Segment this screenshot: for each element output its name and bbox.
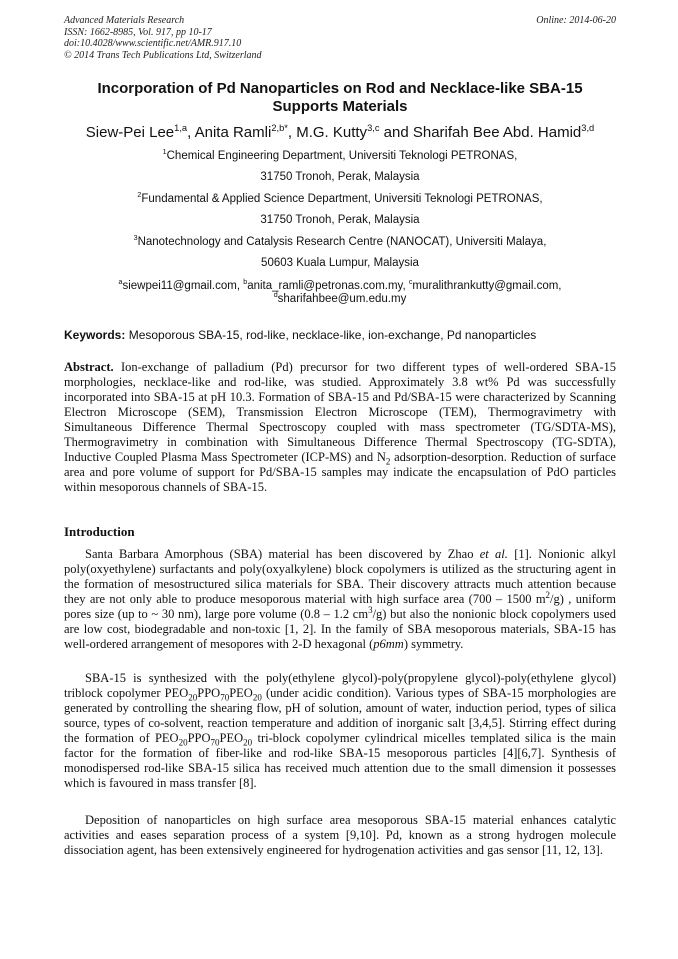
italic-text: et al. <box>479 547 508 561</box>
affiliation-line-2: 31750 Tronoh, Perak, Malaysia <box>260 171 420 183</box>
subscript: 20 <box>243 737 253 748</box>
affiliation-number: 2 <box>137 191 142 200</box>
author-superscript: 3,c <box>367 123 380 133</box>
superscript: 2 <box>545 589 551 600</box>
journal-header <box>64 15 616 61</box>
superscript: 3 <box>368 605 373 616</box>
subscript: 20 <box>188 692 198 703</box>
email-b: anita_ramli@petronas.com.my, <box>247 280 406 292</box>
author-name: Sharifah Bee Abd. Hamid <box>412 124 582 141</box>
author-emails <box>40 280 640 306</box>
author-name: Anita Ramli <box>194 124 272 141</box>
affiliation-3 <box>40 236 640 270</box>
paragraph-text: PEO <box>229 686 253 701</box>
paragraph-text: PEO <box>219 731 244 746</box>
title-line-2: Supports Materials <box>272 98 408 115</box>
author-separator: , <box>287 124 293 141</box>
journal-issn: ISSN: 1662-8985, Vol. 917, pp 10-17 <box>64 26 212 38</box>
email-marker: b <box>243 278 248 287</box>
paragraph-text: SBA-15 is synthesized with the poly(ethylene glycol)-poly(propylene glycol)-poly(ethylene glycol) triblock copolymer PEO <box>64 671 616 701</box>
abstract-label: Abstract. <box>64 360 114 374</box>
journal-copyright: © 2014 Trans Tech Publications Ltd, Switzerland <box>64 49 262 61</box>
affiliation-number: 1 <box>162 148 167 157</box>
author-separator: , <box>187 124 192 141</box>
affiliation-number: 3 <box>133 234 138 243</box>
subscript: 70 <box>220 692 230 703</box>
affiliation-2 <box>40 193 640 227</box>
subscript: 20 <box>178 737 188 748</box>
affiliation-line-2: 31750 Tronoh, Perak, Malaysia <box>260 214 420 226</box>
keywords-label: Keywords: <box>64 328 126 342</box>
abstract-text: adsorption-desorption. Reduction of surface area and pore volume of support for Pd/SBA-15 samples may indicate the encapsulation of PdO particles within mesoporous channels of SBA-15. <box>64 450 616 495</box>
journal-name: Advanced Materials Research <box>64 15 185 26</box>
paragraph-text: (under acidic condition). Various types of SBA-15 morphologies are generated by controlling the shearing flow, pH of solution, amount of water, induction period, types of silica source, types of co-solvent, reaction temperature and addition of inorganic salt [3,4,5]. Stirring effect during the formation of PEO <box>64 686 616 746</box>
keywords-text: Mesoporous SBA-15, rod-like, necklace-like, ion-exchange, Pd nanoparticles <box>128 328 537 342</box>
affiliation-line-2: 50603 Kuala Lumpur, Malaysia <box>261 257 419 269</box>
subscript: 2 <box>385 456 391 467</box>
email-c: muralithrankutty@gmail.com, <box>412 280 562 292</box>
paragraph-text: /g) but also the nonionic block copolymers used are low cost, biodegradable and non-toxic [1, 2]. In the family of SBA mesoporous materials, SBA-15 has well-ordered arrangement of mesopores with 2-D hexagonal ( <box>64 607 617 652</box>
author-name: M.G. Kutty <box>296 124 368 141</box>
email-d: sharifahbee@um.edu.my <box>277 293 407 305</box>
paragraph-text: tri-block copolymer cylindrical micelles templated silica is the main factor for the formation of fiber-like and rod-like SBA-15 mesoporous particles [4][6,7]. Synthesis of monodispersed rod-like SBA-15 silica has received much attention due to the small dimension it possesses which is favoured in mass transfer [8]. <box>64 731 616 791</box>
abstract <box>64 360 616 495</box>
author-superscript: 1,a <box>174 123 188 133</box>
paragraph-text: ) symmetry. <box>403 637 464 652</box>
author-list <box>40 124 640 142</box>
online-date: Online: 2014-06-20 <box>536 15 616 26</box>
introduction-paragraph-3: Deposition of nanoparticles on high surface area mesoporous SBA-15 material enhances catalytic activities and eases separation process of a system [9,10]. Pd, known as a strong hydrogen molecule dissociation agent, has been extensively engineered for hydrogenation activities and gas sensor [11, 12, 13]. <box>64 813 616 858</box>
subscript: 70 <box>210 737 220 748</box>
email-marker: d <box>273 291 278 300</box>
paragraph-text: PPO <box>197 686 221 701</box>
affiliation-line-1: Fundamental & Applied Science Department, Universiti Teknologi PETRONAS, <box>141 193 543 205</box>
introduction-paragraph-1 <box>64 547 616 652</box>
author-separator: and <box>383 124 409 141</box>
paragraph-text: Santa Barbara Amorphous (SBA) material has been discovered by Zhao <box>85 547 480 561</box>
affiliation-line-1: Chemical Engineering Department, Universiti Teknologi PETRONAS, <box>166 150 518 162</box>
subscript: 20 <box>252 692 262 703</box>
email-marker: a <box>118 278 123 287</box>
section-heading-introduction: Introduction <box>64 524 135 539</box>
journal-doi: doi:10.4028/www.scientific.net/AMR.917.10 <box>64 38 242 49</box>
author-superscript: 2,b* <box>271 123 288 133</box>
paragraph-text: PPO <box>187 731 211 746</box>
paper-title <box>64 80 616 116</box>
author-name: Siew-Pei Lee <box>85 124 175 141</box>
email-a: siewpei11@gmail.com, <box>122 280 241 292</box>
email-marker: c <box>408 278 413 287</box>
affiliation-1 <box>40 150 640 184</box>
title-line-1: Incorporation of Pd Nanoparticles on Rod and Necklace-like SBA-15 <box>97 80 583 97</box>
introduction-paragraph-2 <box>64 671 616 791</box>
paragraph-text: [1]. Nonionic alkyl poly(oxyethylene) surfactants and poly(oxyalkylene) block copolymers is utilized as the structuring agent in the formation of mesostructured silica materials for SBA. Their discovery attracts much attention because they are not only able to produce mesoporous material with high surface area (700 – 1500 m <box>64 547 617 607</box>
affiliation-line-1: Nanotechnology and Catalysis Research Centre (NANOCAT), Universiti Malaya, <box>137 236 547 248</box>
paragraph-text: /g) , uniform pores size (up to ~ 30 nm), large pore volume (0.8 – 1.2 cm <box>64 592 616 622</box>
abstract-text: Ion-exchange of palladium (Pd) precursor for two different types of well-ordered SBA-15 morphologies, necklace-like and rod-like, was studied. Approximately 3.8 wt% Pd was successfully incorporated into SBA-15 at pH 10.3. Formation of SBA-15 and Pd/SBA-15 were characterized by Scanning Electron Microscope (SEM), Transmission Electron Microscope (TEM), Thermogravimetry with Simultaneous Difference Thermal Spectroscopy coupled with mass spectrometer (TG/SDTA-MS), Thermogravimetry in combination with Simultaneous Difference Thermal Spectroscopy (TG-SDTA), Inductive Coupled Plasma Mass Spectrometer (ICP-MS) and N <box>64 360 617 465</box>
author-superscript: 3,d <box>581 123 595 133</box>
italic-text: p6mm <box>373 637 404 652</box>
keywords <box>64 328 624 342</box>
